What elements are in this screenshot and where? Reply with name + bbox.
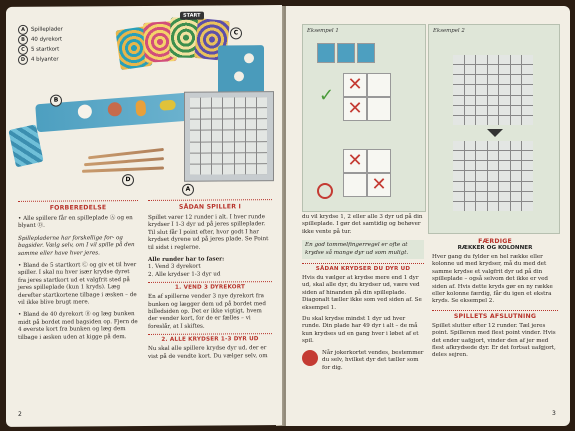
section-heading-how-to-play: SÅDAN SPILLER I bbox=[178, 203, 242, 211]
left-column-1 bbox=[18, 200, 138, 342]
example-1-label: Eksempel 1 bbox=[307, 28, 339, 34]
checkmark-icon: ✓ bbox=[319, 85, 335, 106]
joker-note bbox=[302, 350, 424, 372]
phase-item: 1. Vend 3 dyrekort bbox=[148, 264, 201, 271]
pencil-image bbox=[82, 166, 164, 172]
subheading-cross-out: 2. ALLE KRYDSER 1-3 DYR UD bbox=[161, 336, 259, 344]
legend-item: D 4 blyanter bbox=[18, 54, 88, 64]
section-heading-cross-out: SÅDAN KRYDSER DU DYR UD bbox=[315, 266, 411, 273]
callout-a: A bbox=[182, 184, 194, 196]
divider bbox=[148, 199, 272, 201]
animal-card-mini bbox=[337, 43, 355, 63]
tip-box: En god tommelfingerregel er ofte at krydse så mange dyr ud som muligt. bbox=[302, 240, 424, 259]
shell-icon bbox=[107, 102, 122, 117]
fish-icon bbox=[159, 100, 176, 111]
seagull-icon bbox=[77, 104, 92, 119]
setup-paragraph: • Bland de 40 dyrekort Ⓑ og læg bunken midt på bordet med bagsiden op. Fjern de 4 øverste kort fra bunken og læg dem tilbage i æsken uden at kigge på dem. bbox=[18, 311, 138, 341]
divider bbox=[18, 200, 138, 202]
board-back-image bbox=[218, 45, 264, 97]
setup-note: Spillepladerne har forskellige for- og bagsider. Vælg selv, om I vil spille på den samme eller have hver jeres. bbox=[18, 234, 135, 257]
animal-card-mini bbox=[357, 43, 375, 63]
divider bbox=[148, 333, 272, 335]
grid-cell bbox=[343, 173, 367, 197]
right-column-2 bbox=[432, 238, 558, 360]
callout-d: D bbox=[122, 174, 134, 186]
grid-cell bbox=[367, 149, 391, 173]
crossed-cell: ✕ bbox=[343, 97, 367, 121]
example-2-panel bbox=[428, 24, 560, 234]
crossed-cell: ✕ bbox=[343, 149, 367, 173]
crossed-cell: ✕ bbox=[367, 173, 391, 197]
phase-item: 2. Alle krydser 1-3 dyr ud bbox=[148, 271, 221, 278]
divider bbox=[148, 281, 272, 283]
animal-card-mini bbox=[317, 43, 335, 63]
legend-item: A Spilleplader bbox=[18, 24, 88, 34]
section-heading-game-end: SPILLETS AFSLUTNING bbox=[453, 312, 537, 320]
grid-cell bbox=[367, 73, 391, 97]
legend-item: B 40 dyrekort bbox=[18, 34, 88, 44]
rules-paragraph: du vil krydse 1, 2 eller alle 3 dyr ud på din spilleplade. I gør det samtidig og behøver ikke vente på tur. bbox=[302, 214, 423, 235]
crossed-cell: ✕ bbox=[343, 73, 367, 97]
example-2-board-before bbox=[453, 55, 533, 125]
divider bbox=[302, 263, 424, 264]
section-subheading: RÆKKER OG KOLONNER bbox=[457, 245, 533, 251]
joker-crab-icon bbox=[302, 350, 318, 366]
callout-b: B bbox=[50, 95, 62, 107]
left-column-2 bbox=[148, 199, 272, 361]
arrow-down-icon bbox=[487, 129, 503, 137]
example-1-panel bbox=[302, 24, 426, 212]
seahorse-icon bbox=[135, 100, 146, 117]
player-board-image bbox=[184, 91, 274, 182]
rules-paragraph: En af spillerne vender 3 nye dyrekort fra bunken og lægger dem ud på bordet med billedsiden op. Det er ikke vigtigt, hvem der vender kort, for de er fælles – vi foreslår, at I skiftes. bbox=[148, 293, 266, 330]
forbidden-icon bbox=[317, 183, 333, 199]
page-number-left: 2 bbox=[18, 410, 22, 418]
start-card-tag: START bbox=[180, 12, 204, 20]
component-legend bbox=[18, 24, 88, 64]
grid-cell bbox=[367, 97, 391, 121]
joker-text: Når jokerkortet vendes, bestemmer du selv, hvilket dyr det tæller som for dig. bbox=[322, 349, 424, 371]
rules-paragraph: Hvis du vælger at krydse mere end 1 dyr ud, skal alle dyr, du krydser ud, være ved siden af hinanden på din spilleplade. Diagonalt tæller ikke som ved siden af. Se eksempel 1. bbox=[302, 275, 422, 311]
phases-title: Alle runder har to faser: bbox=[148, 256, 225, 264]
setup-paragraph: • Bland de 5 startkort Ⓒ og giv et til hver spiller. I skal nu hver især krydse dyret fra jeres startkort ud et valgfrit sted på jeres spilleplade (kun 1 kryds). Læg derefter startkortene tilbage i æsken – de vil ikke blive brugt mere. bbox=[18, 262, 137, 306]
setup-paragraph: • Alle spillere får en spilleplade Ⓐ og en blyant Ⓓ. bbox=[18, 215, 133, 230]
rules-paragraph: Spillet slutter efter 12 runder. Tæl jeres point. Spilleren med flest point vinder. Hvis det ender uafgjort, vinder den af jer med flest afkrydsede dyr. Er det fortsat uafgjort, deles sejren. bbox=[432, 322, 556, 359]
divider bbox=[432, 310, 558, 311]
subheading-flip-cards: 1. VEND 3 DYREKORT bbox=[175, 284, 245, 292]
right-column-1 bbox=[302, 214, 424, 372]
rules-paragraph: Du skal krydse mindst 1 dyr ud hver runde. Din plade har 49 dyr i alt – de må kun krydses ud en gang hver i løbet af et spil. bbox=[302, 316, 419, 345]
section-heading-completed: FÆRDIGE bbox=[478, 238, 512, 245]
example-2-board-after bbox=[453, 141, 533, 211]
page-number-right: 3 bbox=[552, 410, 556, 417]
right-page bbox=[286, 6, 570, 426]
callout-c: C bbox=[230, 27, 242, 39]
example-2-label: Eksempel 2 bbox=[433, 28, 465, 34]
rules-paragraph: Spillet varer 12 runder i alt. I hver runde krydser I 1-3 dyr ud på jeres spilleplader. Til slut får I point efter, hvor godt I har krydset dyrene ud på jeres plade. Se Point til sidst i reglerne. bbox=[148, 214, 269, 251]
legend-item: C 5 startkort bbox=[18, 44, 88, 54]
section-heading-setup: FORBEREDELSE bbox=[49, 204, 107, 212]
left-page bbox=[6, 5, 282, 427]
rules-paragraph: Hver gang du fylder en hel række eller kolonne ud med krydser, må du med det samme krydse et valgfrit dyr ud på din spilleplade – også selvom det ikke er ved siden af. Hvis dette kryds gør en ny række eller kolonne færdig, får du igen et ekstra kryds. Se eksempel 2. bbox=[432, 254, 553, 305]
rules-paragraph: Nu skal alle spillere krydse dyr ud, der er vist på de vendte kort. Du vælger selv, om bbox=[148, 345, 268, 360]
